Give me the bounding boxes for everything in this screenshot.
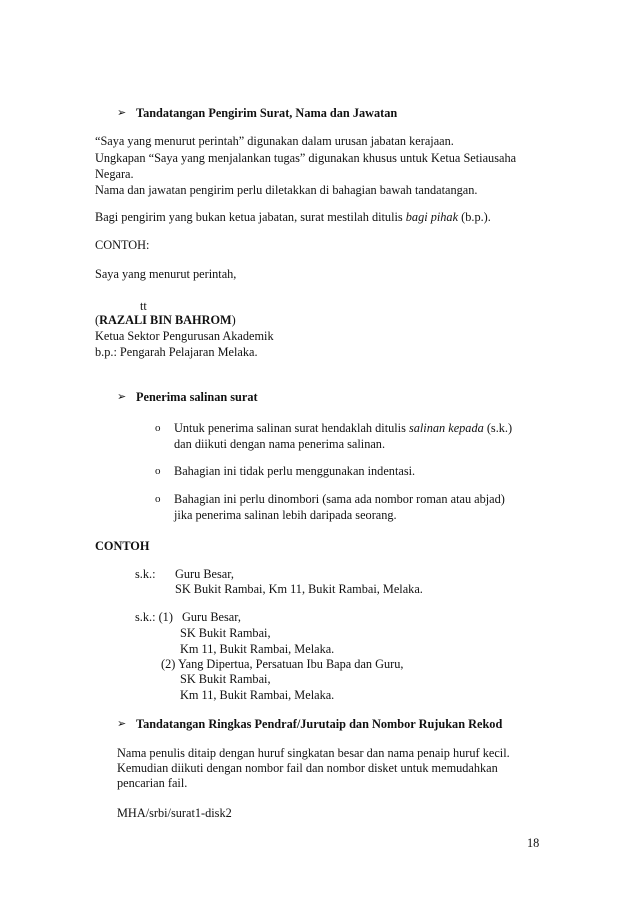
example-label: CONTOH — [95, 539, 150, 553]
text-run: ( — [95, 313, 100, 327]
list-item-line: Bahagian ini tidak perlu menggunakan indentasi. — [174, 464, 416, 478]
circle-bullet-icon: o — [155, 422, 161, 434]
sk-recipient-line: SK Bukit Rambai, — [180, 626, 271, 640]
example-label: CONTOH: — [95, 238, 150, 252]
paragraph-line: “Saya yang menurut perintah” digunakan dalam urusan jabatan kerajaan. — [95, 134, 454, 148]
sk-recipient-line: Guru Besar, — [182, 610, 241, 624]
circle-bullet-icon: o — [155, 493, 161, 505]
list-item-line: Bahagian ini perlu dinombori (sama ada nombor roman atau abjad) — [174, 492, 505, 506]
list-item-line — [174, 421, 512, 436]
italic-text: bagi pihak — [405, 210, 459, 224]
sk-recipient-line: (2) Yang Dipertua, Persatuan Ibu Bapa dan Guru, — [161, 657, 404, 671]
reference-code: MHA/srbi/surat1-disk2 — [117, 806, 232, 820]
section-heading-signature: Tandatangan Pengirim Surat, Nama dan Jawatan — [136, 106, 398, 120]
paragraph-bagi-pihak — [95, 210, 491, 225]
text-run: (s.k.) — [483, 421, 513, 435]
list-item-line: dan diikuti dengan nama penerima salinan. — [174, 437, 386, 451]
paragraph-line: Nama dan jawatan pengirim perlu diletakkan di bahagian bawah tandatangan. — [95, 183, 478, 197]
sk-recipient-line: Km 11, Bukit Rambai, Melaka. — [180, 688, 335, 702]
arrow-bullet-icon: ➢ — [117, 718, 127, 730]
bold-name: RAZALI BIN BAHROM — [99, 313, 232, 327]
text-run: Bagi pengirim yang bukan ketua jabatan, surat mestilah ditulis — [95, 210, 406, 224]
paragraph-line: Kemudian diikuti dengan nombor fail dan nombor disket untuk memudahkan — [117, 761, 498, 775]
signatory-bp: b.p.: Pengarah Pelajaran Melaka. — [95, 345, 258, 359]
sk-recipient-line: SK Bukit Rambai, Km 11, Bukit Rambai, Melaka. — [175, 582, 423, 596]
sk-recipient-line: SK Bukit Rambai, — [180, 672, 271, 686]
text-run: (b.p.). — [458, 210, 491, 224]
sk-label: s.k.: (1) — [135, 610, 173, 624]
arrow-bullet-icon: ➢ — [117, 107, 127, 119]
paragraph-line: Nama penulis ditaip dengan huruf singkatan besar dan nama penaip huruf kecil. — [117, 746, 510, 760]
paragraph-line: pencarian fail. — [117, 776, 188, 790]
sk-recipient-line: Km 11, Bukit Rambai, Melaka. — [180, 642, 335, 656]
page-number: 18 — [527, 836, 540, 850]
signature-tt: tt — [140, 299, 147, 313]
italic-text: salinan kepada — [408, 421, 484, 435]
paragraph-line: Negara. — [95, 167, 134, 181]
arrow-bullet-icon: ➢ — [117, 391, 127, 403]
paragraph-line: Ungkapan “Saya yang menjalankan tugas” digunakan khusus untuk Ketua Setiausaha — [95, 151, 517, 165]
text-run: ) — [231, 313, 236, 327]
list-item-line: jika penerima salinan lebih daripada seorang. — [174, 508, 397, 522]
text-run: Untuk penerima salinan surat hendaklah ditulis — [174, 421, 409, 435]
section-heading-initials: Tandatangan Ringkas Pendraf/Jurutaip dan Nombor Rujukan Rekod — [136, 717, 503, 731]
section-heading-copies: Penerima salinan surat — [136, 390, 258, 404]
sk-recipient-line: Guru Besar, — [175, 567, 234, 581]
example-line: Saya yang menurut perintah, — [95, 267, 237, 281]
sk-label: s.k.: — [135, 567, 156, 581]
signatory-name — [95, 313, 236, 328]
circle-bullet-icon: o — [155, 465, 161, 477]
signatory-title: Ketua Sektor Pengurusan Akademik — [95, 329, 274, 343]
